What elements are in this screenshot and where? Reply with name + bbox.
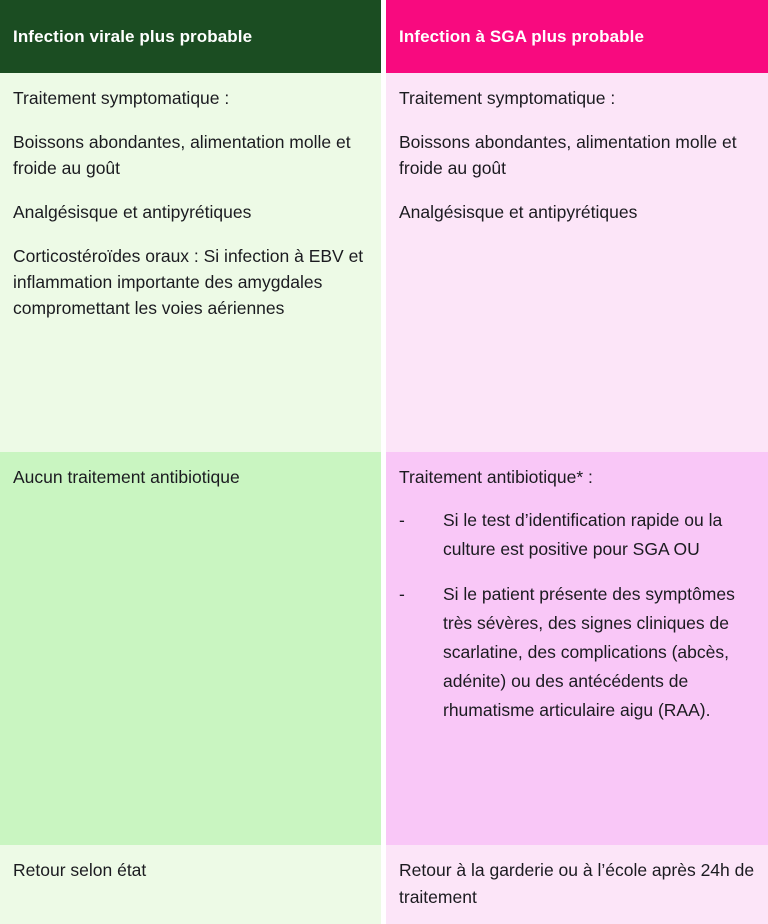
paragraph: Traitement symptomatique : [13,88,230,108]
antibiotic-lead-label: Traitement antibiotique* : [399,467,593,487]
cell-sga-return [386,845,768,924]
antibiotic-criteria-list [399,506,755,725]
column-header-sga-label: Infection à SGA plus probable [399,26,645,46]
list-item-text: Si le patient présente des symptômes très sévères, des signes cliniques de scarlatine, des complications (abcès, adénite) ou des antécédents de rhumatisme articulaire aigu (RAA). [443,584,735,720]
column-header-viral-label: Infection virale plus probable [13,26,253,46]
paragraph: Retour selon état [13,860,147,880]
paragraph: Analgésisque et antipyrétiques [399,202,638,222]
paragraph: Boissons abondantes, alimentation molle et froide au goût [399,132,737,178]
cell-viral-antibiotic [0,452,381,845]
column-header-sga [386,0,768,73]
column-header-viral [0,0,381,73]
paragraph: Analgésisque et antipyrétiques [13,202,252,222]
table-row-return [0,845,768,924]
cell-sga-symptomatic [386,73,768,452]
list-item [399,506,755,564]
paragraph: Aucun traitement antibiotique [13,467,240,487]
paragraph: Corticostéroïdes oraux : Si infection à EBV et inflammation importante des amygdales compromettant les voies aériennes [13,246,364,318]
table-row-symptomatic-treatment [0,73,768,452]
table-row-antibiotic-treatment [0,452,768,845]
table-header-row [0,0,768,73]
list-item [399,580,755,725]
paragraph: Retour à la garderie ou à l’école après 24h de traitement [399,860,755,907]
paragraph: Traitement symptomatique : [399,88,616,108]
paragraph: Boissons abondantes, alimentation molle et froide au goût [13,132,351,178]
dash-marker-icon: - [399,510,405,530]
list-item-text: Si le test d’identification rapide ou la culture est positive pour SGA OU [443,510,723,559]
cell-viral-symptomatic [0,73,381,452]
cell-viral-return [0,845,381,924]
cell-sga-antibiotic [386,452,768,845]
dash-marker-icon: - [399,584,405,604]
